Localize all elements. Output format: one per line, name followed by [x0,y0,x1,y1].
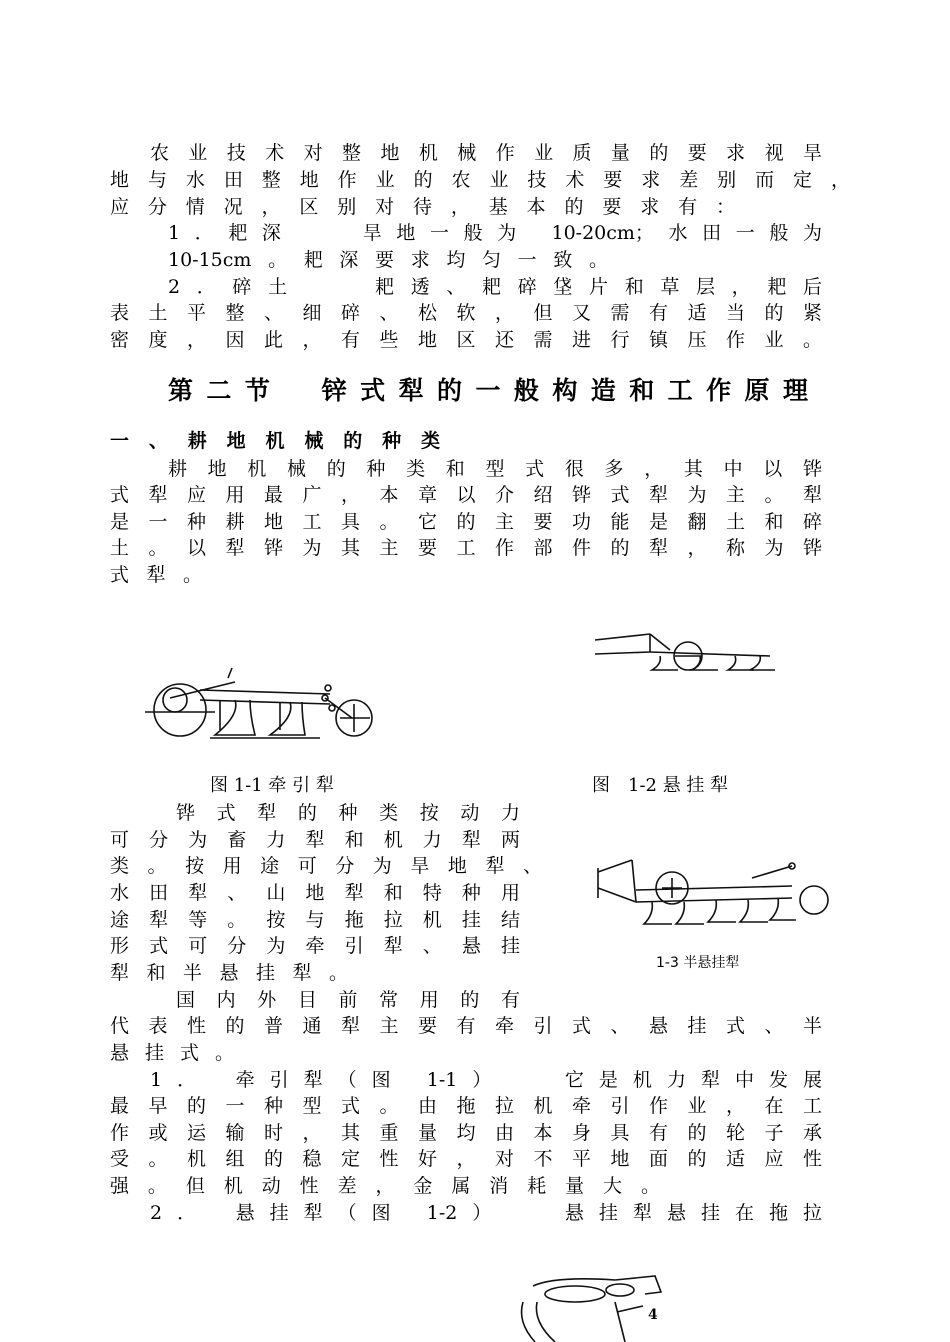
text-line: 式犁应用最广，本章以介绍铧式犁为主。犁 [110,484,822,506]
figure-caption-1-2: 图 1-2 悬 挂 犁 [592,775,729,796]
figure-caption-1-1: 图 1-1 牵 引 犁 [210,775,334,796]
text-line: 形式可分为牵引犁、悬挂 [110,935,520,957]
text-line: 表土平整、细碎、松软，但又需有适当的紧 [110,302,822,324]
section-title: 第二节 锌式犁的一般构造和工作原理 [168,376,808,405]
text-line: 铧式犁的种类按动力 [176,802,520,824]
text-line: 水田犁、山地犁和特种用 [110,882,520,904]
text-line: 2．碎土 耙透、耙碎垡片和草层，耙后 [168,276,822,298]
text-line: 代表性的普通犁主要有牵引式、悬挂式、半 [110,1015,822,1037]
text-line: 受。机组的稳定性好，对不平地面的适应性 [110,1148,822,1170]
text-line: 应分情况，区别对待，基本的要求有： [110,196,735,218]
text-line: 途犁等。按与拖拉机挂结 [110,909,520,931]
text-line: 1． 牵引犁（图 1-1） 它是机力犁中发展 [150,1069,822,1091]
text-line: 最早的一种型式。由拖拉机牵引作业，在工 [110,1095,822,1117]
semi-mounted-plough-figure [592,858,832,938]
text-line: 农业技术对整地机械作业质量的要求视旱 [150,142,822,164]
subsection-title: 一、耕地机械的种类 [110,430,440,452]
text-line: 可分为畜力犁和机力犁两 [110,829,520,851]
text-line: 耕地机械的种类和型式很多，其中以铧 [168,458,822,480]
figure-caption-1-3: 1-3 半悬挂犁 [656,955,740,971]
text-line: 2． 悬挂犁（图 1-2） 悬挂犁悬挂在拖拉 [150,1202,822,1224]
text-line: 土。以犁铧为其主要工作部件的犁，称为铧 [110,537,822,559]
text-line: 地与水田整地作业的农业技术要求差别而定， [110,169,850,191]
text-line: 类。按用途可分为旱地犁、 [110,855,542,877]
text-line: 10-15cm。耙深要求均匀一致。 [168,249,608,271]
text-line: 1．耙深 旱地一般为 10-20cm；水田一般为 [168,222,822,244]
mounted-plough-figure [590,630,790,675]
figure-number-label: 4 [648,1307,658,1323]
text-line: 强。但机动性差，金属消耗量大。 [110,1175,660,1197]
text-line: 作或运输时，其重量均由本身具有的轮子承 [110,1122,822,1144]
text-line: 犁和半悬挂犁。 [110,962,348,984]
text-line: 式犁。 [110,564,202,586]
text-line: 是一种耕地工具。它的主要功能是翻土和碎 [110,511,822,533]
trailed-plough-figure [140,660,390,745]
text-line: 密度，因此，有些地区还需进行镇压作业。 [110,329,822,351]
text-line: 悬挂式。 [110,1042,234,1064]
text-line: 国内外目前常用的有 [176,989,520,1011]
